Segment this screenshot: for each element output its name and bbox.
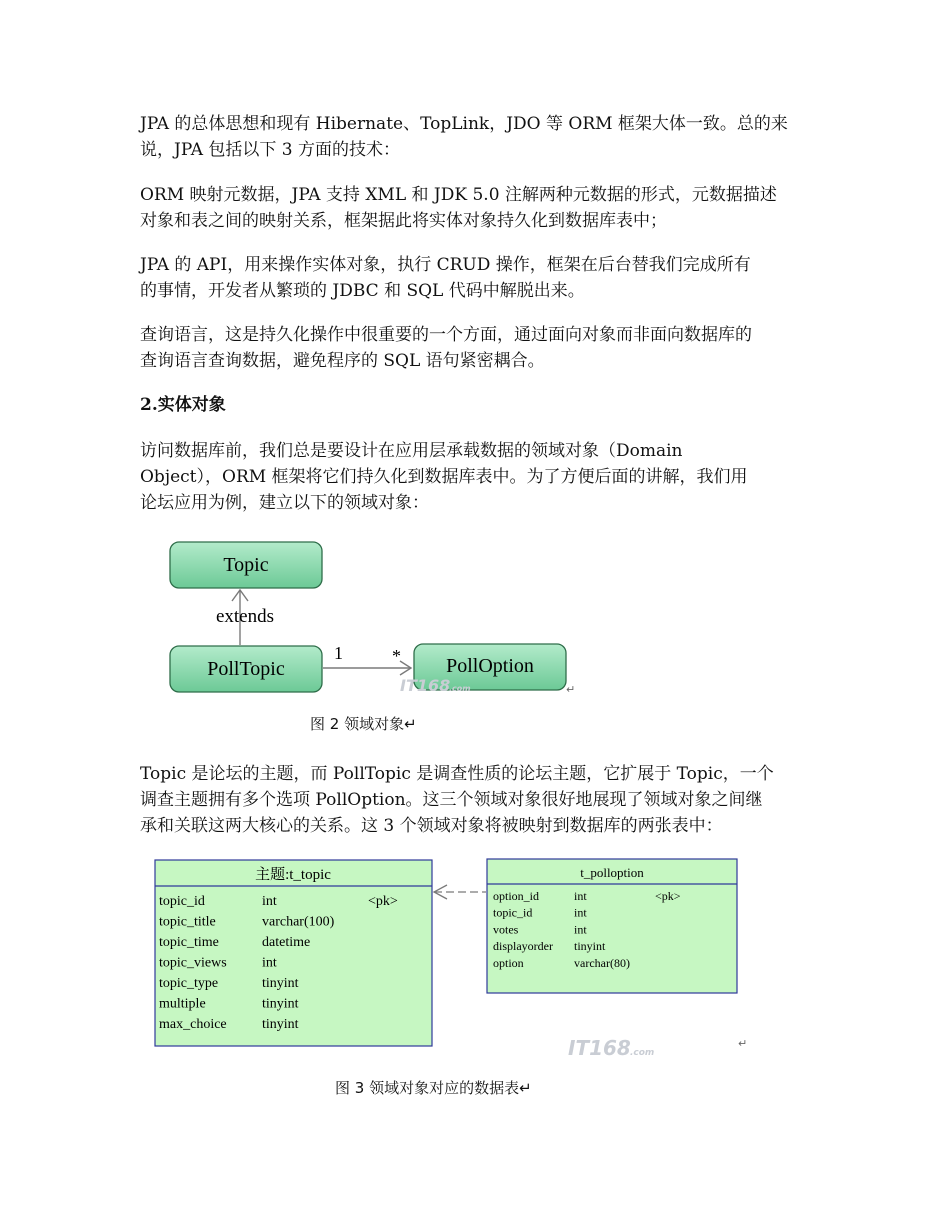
t-polloption-table (487, 859, 737, 993)
return-mark: ↵ (566, 683, 576, 696)
table-cell-name: votes (493, 922, 519, 937)
domain-object-diagram (160, 535, 600, 705)
topic-node (170, 542, 322, 588)
extends-label: extends (215, 606, 275, 627)
text-line: 查询语言，这是持久化操作中很重要的一个方面，通过面向对象而非面向数据库的 (140, 325, 752, 345)
table-cell-type: int (262, 894, 277, 909)
table-cell-key: <pk> (655, 889, 681, 903)
topic-label: Topic (223, 554, 269, 576)
table-cell-name: displayorder (493, 939, 553, 954)
text-line: 承和关联这两大核心的关系。这 3 个领域对象将被映射到数据库的两张表中： (140, 816, 723, 836)
return-mark: ↵ (738, 1037, 748, 1050)
table-cell-name: topic_views (159, 955, 227, 971)
table-cell-type: tinyint (574, 939, 606, 954)
watermark-suffix: .com (630, 1048, 655, 1058)
database-table-diagram (150, 855, 760, 1065)
text-line: JPA 的总体思想和现有 Hibernate、TopLink，JDO 等 ORM 框架大体一致。总的来 (140, 114, 788, 134)
table-cell-type: varchar(100) (262, 914, 335, 930)
text-line: 调查主题拥有多个选项 PollOption。这三个领域对象很好地展现了领域对象之间继 (140, 790, 763, 810)
paragraph-jpa-api (140, 252, 820, 304)
table-cell-type: tinyint (262, 1017, 299, 1032)
text-line: 查询语言查询数据，避免程序的 SQL 语句紧密耦合。 (140, 351, 545, 371)
table-cell-type: datetime (262, 935, 311, 950)
figure2-caption: 图 2 领域对象↵ (310, 715, 417, 733)
polltopic-node (170, 646, 322, 692)
table-cell-type: int (262, 955, 277, 971)
table-cell-name: multiple (159, 996, 206, 1012)
watermark-logo: IT168 (400, 676, 451, 695)
table-cell-name: topic_title (159, 914, 216, 930)
table-cell-type: int (574, 905, 587, 920)
table-cell-type: tinyint (262, 976, 299, 991)
t-polloption-title: t_polloption (580, 865, 644, 880)
table-cell-name: topic_type (159, 976, 219, 991)
t-topic-table (155, 860, 432, 1046)
table-cell-type: tinyint (262, 996, 299, 1012)
text-line: Object），ORM 框架将它们持久化到数据库表中。为了方便后面的讲解，我们用 (140, 467, 748, 487)
table-cell-type: int (574, 889, 587, 903)
paragraph-query-language (140, 322, 820, 374)
table-cell-type: int (574, 922, 587, 937)
text-line: JPA 的 API，用来操作实体对象，执行 CRUD 操作，框架在后台替我们完成所有 (140, 255, 751, 275)
text-line: 说，JPA 包括以下 3 方面的技术： (140, 140, 400, 160)
figure3-caption: 图 3 领域对象对应的数据表↵ (335, 1079, 532, 1097)
table-cell-name: option_id (493, 889, 540, 903)
text-line: ORM 映射元数据，JPA 支持 XML 和 JDK 5.0 注解两种元数据的形式，元数据描述 (140, 185, 777, 205)
paragraph-relationships (140, 761, 820, 839)
table-cell-name: topic_time (159, 935, 219, 950)
paragraph-intro (140, 111, 820, 163)
polloption-label: PollOption (446, 655, 534, 677)
table-cell-type: varchar(80) (574, 955, 630, 970)
multiplicity-many: * (392, 646, 401, 666)
polltopic-label: PollTopic (207, 658, 285, 680)
watermark-logo: IT168 (568, 1036, 631, 1060)
text-line: Topic 是论坛的主题，而 PollTopic 是调查性质的论坛主题，它扩展于 Topic，一个 (140, 764, 774, 784)
section-heading: 2.实体对象 (140, 395, 226, 415)
multiplicity-one: 1 (334, 643, 343, 663)
paragraph-domain-objects (140, 438, 820, 516)
t-topic-title: 主题:t_topic (255, 867, 331, 883)
text-line: 对象和表之间的映射关系，框架据此将实体对象持久化到数据库表中； (140, 211, 667, 231)
text-line: 访问数据库前，我们总是要设计在应用层承载数据的领域对象（Domain (140, 441, 683, 461)
watermark-suffix: .com (449, 684, 471, 693)
table-cell-key: <pk> (368, 894, 398, 909)
table-cell-name: topic_id (493, 905, 533, 920)
table-cell-name: topic_id (159, 894, 205, 909)
text-line: 论坛应用为例，建立以下的领域对象： (140, 493, 429, 513)
text-line: 的事情，开发者从繁琐的 JDBC 和 SQL 代码中解脱出来。 (140, 281, 585, 301)
foreign-key-arrow (434, 885, 486, 899)
table-cell-name: max_choice (159, 1017, 227, 1032)
table-cell-name: option (493, 955, 524, 970)
paragraph-orm-metadata (140, 182, 820, 234)
